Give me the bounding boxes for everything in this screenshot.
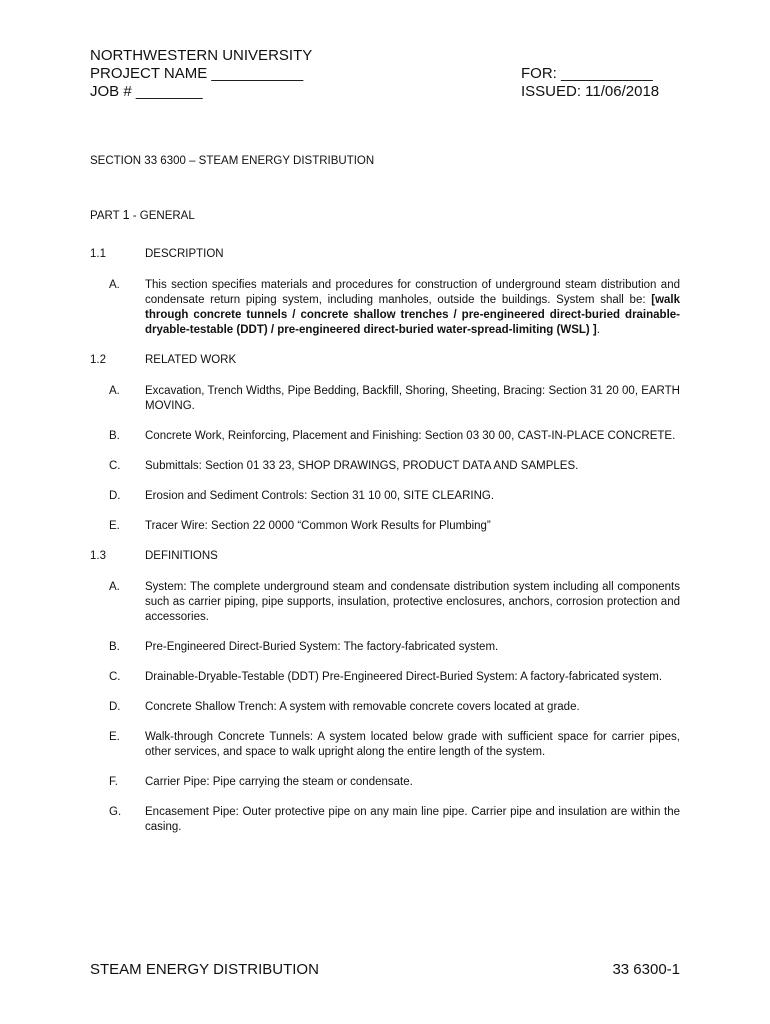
section-title: SECTION 33 6300 – STEAM ENERGY DISTRIBUTION bbox=[90, 155, 375, 167]
part-label: PART bbox=[90, 210, 120, 222]
article-title: RELATED WORK bbox=[145, 354, 237, 366]
item-letter: G. bbox=[109, 806, 122, 818]
list-item bbox=[90, 429, 680, 444]
item-letter: B. bbox=[109, 641, 120, 653]
article-number: 1.3 bbox=[90, 550, 106, 562]
item-text: Concrete Work, Reinforcing, Placement and Finishing: Section 03 30 00, CAST-IN-PLACE CONCRETE. bbox=[145, 430, 676, 442]
item-text: Submittals: Section 01 33 23, SHOP DRAWINGS, PRODUCT DATA AND SAMPLES. bbox=[145, 460, 579, 472]
item-text: This section specifies materials and procedures for construction of underground steam distribution and condensate return piping system, including manholes, outside the buildings. System shall be: [walk through concrete tunnels / concrete shallow trenches / pre-engineered direct-buried drainable-dryable-testable (DDT) / pre-engineered direct-buried water-spread-limiting (WSL) ]. bbox=[145, 279, 680, 336]
part-title bbox=[90, 208, 195, 222]
issued-date: ISSUED: 11/06/2018 bbox=[521, 83, 660, 100]
list-item bbox=[90, 640, 680, 655]
part-number: 1 bbox=[122, 208, 130, 222]
part-rest: - GENERAL bbox=[129, 210, 195, 222]
item-text: Pre-Engineered Direct-Buried System: The factory-fabricated system. bbox=[145, 641, 499, 653]
list-item bbox=[90, 775, 680, 790]
footer-page-number: 33 6300-1 bbox=[612, 961, 680, 978]
item-text: Concrete Shallow Trench: A system with removable concrete covers located at grade. bbox=[145, 701, 580, 713]
list-item bbox=[90, 670, 680, 685]
item-letter: A. bbox=[109, 385, 120, 397]
item-letter: D. bbox=[109, 701, 121, 713]
header-left bbox=[90, 47, 312, 101]
footer-section-name: STEAM ENERGY DISTRIBUTION bbox=[90, 961, 319, 978]
list-item bbox=[90, 384, 680, 414]
item-letter: E. bbox=[109, 731, 120, 743]
item-letter: C. bbox=[109, 671, 121, 683]
university-name: NORTHWESTERN UNIVERSITY bbox=[90, 47, 313, 64]
article-number: 1.1 bbox=[90, 248, 106, 260]
for-field: FOR: ___________ bbox=[521, 65, 653, 82]
list-item bbox=[90, 730, 680, 760]
item-text: Carrier Pipe: Pipe carrying the steam or condensate. bbox=[145, 776, 413, 788]
list-item bbox=[90, 519, 680, 534]
article-heading bbox=[90, 247, 680, 262]
item-text: Walk-through Concrete Tunnels: A system located below grade with sufficient space for carrier pipes, other services, and space to walk upright along the entire length of the system. bbox=[145, 731, 680, 758]
list-item bbox=[90, 805, 680, 835]
document-body bbox=[90, 247, 680, 850]
item-letter: A. bbox=[109, 279, 120, 291]
article-heading bbox=[90, 353, 680, 368]
header-right bbox=[521, 65, 659, 101]
item-text: Drainable-Dryable-Testable (DDT) Pre-Engineered Direct-Buried System: A factory-fabricated system. bbox=[145, 671, 663, 683]
item-text: Encasement Pipe: Outer protective pipe on any main line pipe. Carrier pipe and insulation are within the casing. bbox=[145, 806, 680, 833]
item-letter: B. bbox=[109, 430, 120, 442]
list-item bbox=[90, 278, 680, 338]
list-item bbox=[90, 459, 680, 474]
item-text: Excavation, Trench Widths, Pipe Bedding, Backfill, Shoring, Sheeting, Bracing: Section 31 20 00, EARTH MOVING. bbox=[145, 385, 680, 412]
article-heading bbox=[90, 549, 680, 564]
article-title: DEFINITIONS bbox=[145, 550, 218, 562]
article-number: 1.2 bbox=[90, 354, 106, 366]
item-letter: F. bbox=[109, 776, 118, 788]
item-text: Erosion and Sediment Controls: Section 31 10 00, SITE CLEARING. bbox=[145, 490, 495, 502]
item-bold-options: [walk through concrete tunnels / concrete shallow trenches / pre-engineered direct-buried drainable-dryable-testable (DDT) / pre-engineered direct-buried water-spread-limiting (WSL) ] bbox=[145, 294, 680, 336]
item-text: System: The complete underground steam and condensate distribution system including all components such as carrier piping, pipe supports, insulation, protective enclosures, anchors, corrosion protection and accessories. bbox=[145, 581, 680, 623]
item-letter: C. bbox=[109, 460, 121, 472]
job-number-field: JOB # ________ bbox=[90, 83, 203, 100]
item-letter: E. bbox=[109, 520, 120, 532]
item-letter: D. bbox=[109, 490, 121, 502]
article-title: DESCRIPTION bbox=[145, 248, 224, 260]
list-item bbox=[90, 489, 680, 504]
list-item bbox=[90, 700, 680, 715]
item-text: Tracer Wire: Section 22 0000 “Common Work Results for Plumbing” bbox=[145, 520, 491, 532]
project-name-field: PROJECT NAME ___________ bbox=[90, 65, 304, 82]
list-item bbox=[90, 580, 680, 625]
item-letter: A. bbox=[109, 581, 120, 593]
